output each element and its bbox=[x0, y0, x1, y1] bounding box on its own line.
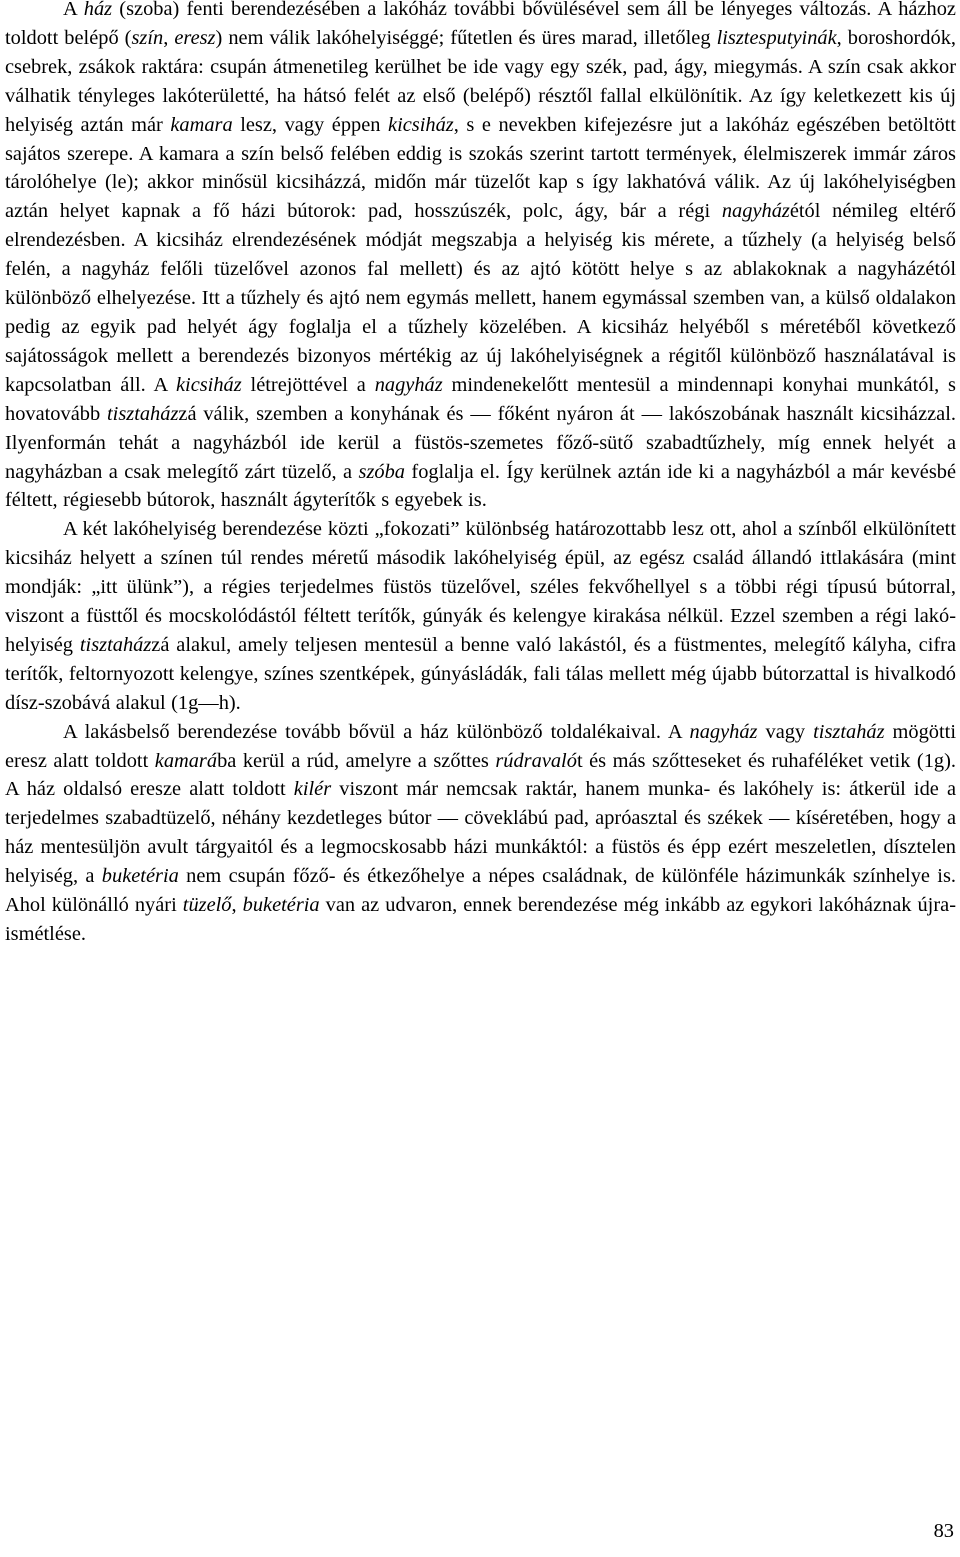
paragraph-2 bbox=[5, 515, 956, 717]
text-run: , bbox=[231, 894, 243, 917]
text-run: ) nem válik lakóhelyiséggé; fűtetlen és üres marad, illetőleg bbox=[215, 26, 717, 49]
italic-term: eresz bbox=[174, 26, 216, 49]
italic-term: tisztaház bbox=[813, 720, 885, 743]
italic-term: nagyház bbox=[689, 720, 758, 743]
italic-term: ház bbox=[83, 0, 113, 20]
text-run: van az udvaron, ennek berendezése még inkább az egykori lakóháznak újra-ismétlése. bbox=[5, 894, 956, 945]
italic-term: nagyház bbox=[721, 200, 790, 223]
italic-term: tisztaház bbox=[107, 402, 179, 425]
text-run: viszont már nemcsak raktár, hanem munka- és lakóhely is: átkerül ide a terjedelmes szabadtüzelő, néhány kezdetleges bútor — cöveklábú pad, apróasztal és székek — kíséretében, hogy a ház mentesüljön avult tárgyaitól és a legmocskosabb házi munkáktól: a füstös és épp ezért meszeletlen, dísztelen helyiség, a bbox=[5, 778, 956, 888]
text-run: A lakásbelső berendezése tovább bővül a ház különböző toldalékaival. A bbox=[63, 720, 690, 743]
text-run: foglalja el. Így kerülnek aztán ide ki a nagyházból a már kevésbé féltett, régiesebb bútorok, használt ágyterítők s egyebek is. bbox=[5, 460, 956, 512]
text-run: zá alakul, amely teljesen mentesül a benne való lakástól, és a füstmentes, melegítő kályha, cifra terítők, feltornyozott kelengye, színes szentképek, gúnyásládák, fali tálas mellett még újabb bútorzattal is hivalkodó dísz-szobává alakul (1g—h). bbox=[5, 633, 957, 714]
text-run: , bbox=[163, 26, 175, 49]
text-run: t és más szőtteseket és ruhaféléket vetik (1g). A ház oldalsó eresze alatt toldott bbox=[5, 749, 957, 801]
italic-term: tüzelő bbox=[182, 894, 232, 917]
text-run: lesz, vagy éppen bbox=[232, 113, 389, 136]
text-run: mindenekelőtt mentesül a mindennapi konyhai munkától, s hovatovább bbox=[5, 373, 956, 425]
italic-term: lisztesputyinák bbox=[716, 26, 837, 49]
text-run: vagy bbox=[757, 720, 814, 743]
text-run: A bbox=[63, 0, 84, 20]
text-run: nem csupán főző- és étkezőhelye a népes családnak, de különféle házimunkák színhelye is. Ahol különálló nyári bbox=[5, 865, 956, 917]
italic-term: kilér bbox=[293, 778, 332, 801]
page-body bbox=[5, 0, 956, 949]
text-run: , s e nevekben kifejezésre jut a lakóház egészében betöltött sajátos szerepe. A kamara a szín belső felében eddig is szokás szerint tartott termények, élelmiszerek immár záros tárolóhelye (le); akkor minősül kicsiházzá, midőn már tüzelőt kap s így lakhatóvá válik. Az új lakóhelyiségben aztán helyet kapnak a fő házi bútorok: pad, hosszúszék, polc, ágy, bár a régi bbox=[5, 113, 956, 223]
italic-term: szóba bbox=[358, 460, 405, 483]
italic-term: kamara bbox=[170, 113, 233, 136]
text-run: , boroshordók, csebrek, zsákok raktára: csupán átmenetileg kerülhet be ide vagy egy szék, pad, ágy, miegymás. A szín csak akkor válhatik tényleges lakóterületté, ha hátsó felét az első (belépő) résztől fallal elkülönítik. Az így keletkezett kis új helyiség aztán már bbox=[5, 26, 956, 136]
italic-term: kamará bbox=[154, 749, 218, 772]
italic-term: buketéria bbox=[101, 865, 179, 888]
text-run: zá válik, szemben a konyhának és — főként nyáron át — lakószobának használt kicsiházzal. Ilyenformán tehát a nagyházból ide kerül a füstös-szemetes főző-sütő szabadtűzhely, míg ennek helyét a nagyházban a csak melegítő zárt tüzelő, a bbox=[5, 402, 956, 483]
text-run: mögötti eresz alatt toldott bbox=[5, 720, 956, 772]
italic-term: kicsiház bbox=[175, 373, 242, 396]
text-run: étól némileg eltérő elrendezésben. A kicsiház elrendezésének módját megszabja a helyiség kis mérete, a tűzhely (a helyiség belső felén, a nagyház felőli tüzelővel azonos fal mellett) és az ajtó kötött helye s az ablakoknak a nagyházétól különböző elhelyezése. Itt a tűzhely és ajtó nem egymás mellett, hanem egymással szemben van, a külső oldalakon pedig az egyik pad helyét ágy foglalja el a tűzhely közelében. A kicsiház helyéből s méretéből következő sajátosságok mellett a berendezés bizonyos mértékig az új lakóhelyiségnek a régitől különböző használatával is kapcsolatban áll. A bbox=[5, 200, 956, 396]
italic-term: tisztaház bbox=[79, 633, 152, 656]
italic-term: rúdravaló bbox=[495, 749, 577, 772]
italic-term: nagyház bbox=[374, 373, 443, 396]
paragraph-3 bbox=[5, 718, 956, 949]
italic-term: szín bbox=[131, 26, 164, 49]
text-run: létrejöttével a bbox=[241, 373, 375, 396]
text-run: ba kerül a rúd, amelyre a szőttes bbox=[217, 749, 496, 772]
italic-term: kicsiház bbox=[388, 113, 454, 136]
text-run: (szoba) fenti berendezésében a lakóház további bővülésével sem áll be lényeges változás. A házhoz toldott belépő ( bbox=[5, 0, 956, 49]
italic-term: buketéria bbox=[242, 894, 320, 917]
paragraph-1 bbox=[5, 0, 956, 515]
text-run: A két lakóhelyiség berendezése közti „fokozati” különbség határozottabb lesz ott, ahol a színből elkülönített kicsiház helyett a színen túl rendes méretű második lakóhelyiség épül, az egész család állandó ittlakására (mint mondják: „itt ülünk”), a régies terjedelmes füstös tüzelővel, széles fekvőhellyel s a többi régi típusú bútorral, viszont a füsttől és mocskolódástól féltett terítők, gúnyák és kelengye kirakása nélkül. Ezzel szemben a régi lakóhelyiség bbox=[5, 518, 956, 656]
page-number: 83 bbox=[933, 1520, 954, 1542]
